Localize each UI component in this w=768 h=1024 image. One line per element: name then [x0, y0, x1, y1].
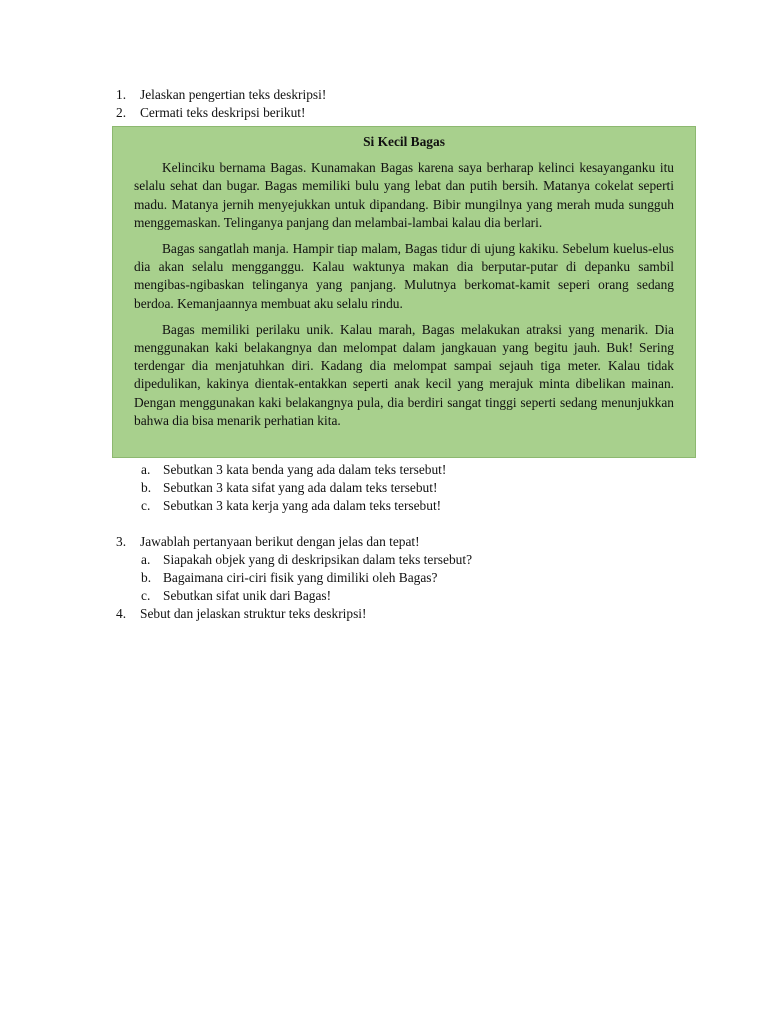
sub-text: Sebutkan 3 kata kerja yang ada dalam teks tersebut! [163, 498, 442, 513]
question-number: 4. [116, 606, 127, 621]
sub-letter: c. [141, 498, 151, 513]
question-text: Sebut dan jelaskan struktur teks deskripsi! [140, 606, 367, 621]
sub-letter: a. [141, 462, 151, 477]
passage-paragraph-1: Kelinciku bernama Bagas. Kunamakan Bagas karena saya berharap kelinci kesayanganku itu selalu sehat dan bugar. Bagas memiliki bulu yang lebat dan putih bersih. Matanya cokelat seperti madu. Matanya jernih menyejukkan untuk dipandang. Bibir mungilnya yang merah muda sungguh menggemaskan. Telinganya panjang dan melambai-lambai kalau dia berlari. [134, 160, 674, 230]
passage-paragraph-3: Bagas memiliki perilaku unik. Kalau marah, Bagas melakukan atraksi yang menarik. Dia menggunakan kaki belakangnya dan melompat dalam jangkauan yang begitu jauh. Buk! Sering terdengar dia menjatuhkan diri. Kadang dia melompat sampai sejauh tiga meter. Kalau tidak dipedulikan, kakinya dientak-entakkan seperti anak kecil yang merajuk minta dibelikan mainan. Dengan menggunakan kaki belakangnya pula, dia berdiri sangat tinggi seperti sedang menunjukkan bahwa dia bisa menarik perhatian kita. [134, 321, 674, 428]
question-3a [141, 551, 472, 569]
question-3c [141, 587, 331, 605]
question-number: 2. [116, 105, 127, 120]
passage-box [112, 126, 696, 458]
question-3 [116, 533, 420, 551]
passage-paragraph-2: Bagas sangatlah manja. Hampir tiap malam, Bagas tidur di ujung kakiku. Sebelum kuelus-elus dia akan selalu mengganggu. Kalau waktunya makan dia berputar-putar di depanku sambil mengibas-ngibaskan telinganya yang panjang. Mulutnya berkomat-kamit seperi orang sedang berdoa. Kemanjaannya membuat aku selalu rindu. [134, 241, 674, 311]
question-4 [116, 605, 366, 623]
question-number: 1. [116, 87, 127, 102]
question-1 [116, 86, 326, 104]
sub-text: Sebutkan 3 kata benda yang ada dalam teks tersebut! [163, 462, 447, 477]
sub-letter: b. [141, 480, 152, 495]
question-2 [116, 104, 306, 122]
sub-letter: c. [141, 588, 151, 603]
question-text: Jawablah pertanyaan berikut dengan jelas dan tepat! [140, 534, 420, 549]
question-text: Cermati teks deskripsi berikut! [140, 105, 306, 120]
question-number: 3. [116, 534, 127, 549]
sub-letter: a. [141, 552, 151, 567]
sub-letter: b. [141, 570, 152, 585]
question-text: Jelaskan pengertian teks deskripsi! [140, 87, 327, 102]
passage-title: Si Kecil Bagas [363, 134, 445, 149]
question-2c [141, 497, 441, 515]
question-2b [141, 479, 437, 497]
sub-text: Sebutkan 3 kata sifat yang ada dalam teks tersebut! [163, 480, 438, 495]
sub-text: Sebutkan sifat unik dari Bagas! [163, 588, 332, 603]
question-2a [141, 461, 446, 479]
sub-text: Siapakah objek yang di deskripsikan dalam teks tersebut? [163, 552, 473, 567]
question-3b [141, 569, 437, 587]
sub-text: Bagaimana ciri-ciri fisik yang dimiliki oleh Bagas? [163, 570, 438, 585]
